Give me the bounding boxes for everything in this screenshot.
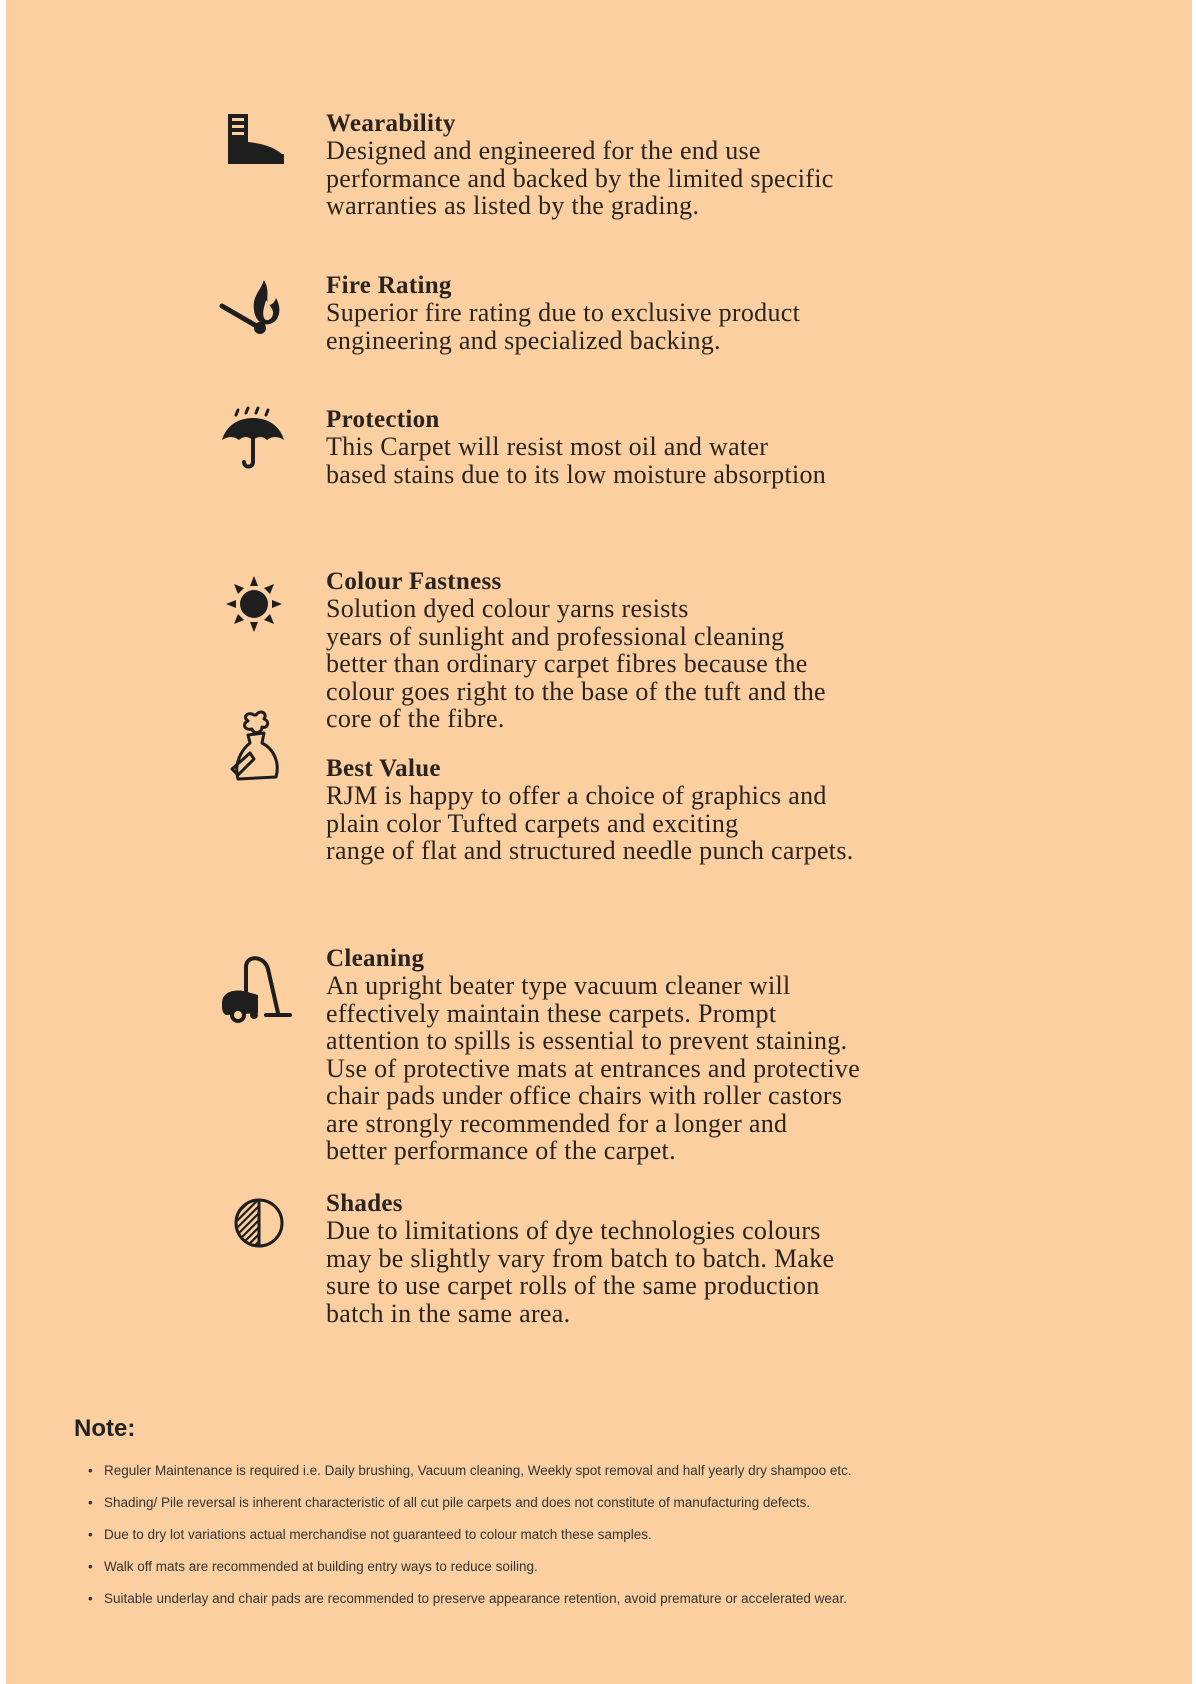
feature-title: Wearability	[326, 110, 456, 137]
spec-page	[6, 0, 1192, 1684]
feature-text	[326, 1190, 834, 1327]
feature-title: Colour Fastness	[326, 568, 502, 595]
feature-line: Use of protective mats at entrances and protective	[326, 1053, 861, 1083]
feature-line: better than ordinary carpet fibres because the	[326, 649, 808, 678]
feature-title: Cleaning	[326, 945, 425, 972]
feature-line: based stains due to its low moisture absorption	[326, 459, 827, 489]
feature-line: This Carpet will resist most oil and water	[326, 432, 769, 461]
vacuum-cleaner-icon	[218, 951, 292, 1027]
feature-text	[326, 272, 800, 354]
note-heading: Note:	[74, 1415, 136, 1442]
feature-line: batch in the same area.	[326, 1298, 571, 1328]
feature-line: Solution dyed colour yarns resists	[326, 594, 689, 623]
feature-text	[326, 568, 826, 733]
feature-line: better performance of the carpet.	[326, 1136, 676, 1165]
feature-line: may be slightly vary from batch to batch. Make	[326, 1243, 835, 1273]
feature-text	[326, 110, 834, 220]
boot-icon	[224, 112, 286, 166]
note-item: • Reguler Maintenance is required i.e. Daily brushing, Vacuum cleaning, Weekly spot removal and half yearly dry shampoo etc.	[88, 1455, 1168, 1487]
feature-title: Fire Rating	[326, 272, 452, 299]
feature-title: Protection	[326, 406, 440, 433]
feature-text	[326, 406, 826, 488]
feature-line: Superior fire rating due to exclusive product	[326, 298, 801, 327]
feature-line: range of flat and structured needle punch carpets.	[326, 836, 854, 865]
feature-line: An upright beater type vacuum cleaner will	[326, 971, 791, 1000]
feature-line: performance and backed by the limited specific	[326, 163, 834, 193]
feature-line: colour goes right to the base of the tuft and the	[326, 676, 826, 706]
note-item: • Shading/ Pile reversal is inherent characteristic of all cut pile carpets and does not constitute of manufacturing defects.	[88, 1487, 1168, 1519]
sun-icon	[224, 574, 284, 634]
feature-line: attention to spills is essential to prevent staining.	[326, 1026, 848, 1055]
money-bag-icon	[228, 709, 284, 783]
feature-line: engineering and specialized backing.	[326, 325, 721, 355]
feature-text	[326, 755, 854, 865]
note-item: • Suitable underlay and chair pads are recommended to preserve appearance retention, avoid premature or accelerated wear.	[88, 1583, 1168, 1615]
feature-text	[326, 945, 860, 1165]
feature-line: years of sunlight and professional cleaning	[326, 621, 785, 651]
note-list	[88, 1455, 1168, 1615]
note-item: • Due to dry lot variations actual merchandise not guaranteed to colour match these samples.	[88, 1519, 1168, 1551]
feature-line: sure to use carpet rolls of the same production	[326, 1271, 820, 1300]
feature-line: chair pads under office chairs with roller castors	[326, 1081, 843, 1110]
feature-line: effectively maintain these carpets. Prompt	[326, 998, 777, 1028]
umbrella-rain-icon	[220, 406, 286, 470]
feature-line: RJM is happy to offer a choice of graphics and	[326, 781, 827, 810]
feature-line: Due to limitations of dye technologies colours	[326, 1216, 821, 1245]
note-item: • Walk off mats are recommended at building entry ways to reduce soiling.	[88, 1551, 1168, 1583]
match-flame-icon	[218, 278, 286, 340]
feature-line: plain color Tufted carpets and exciting	[326, 808, 739, 838]
feature-line: core of the fibre.	[326, 704, 505, 733]
feature-line: Designed and engineered for the end use	[326, 136, 761, 165]
feature-title: Shades	[326, 1190, 403, 1217]
half-shaded-circle-icon	[232, 1196, 286, 1250]
feature-title: Best Value	[326, 755, 441, 782]
feature-line: warranties as listed by the grading.	[326, 191, 700, 220]
feature-line: are strongly recommended for a longer and	[326, 1108, 788, 1138]
